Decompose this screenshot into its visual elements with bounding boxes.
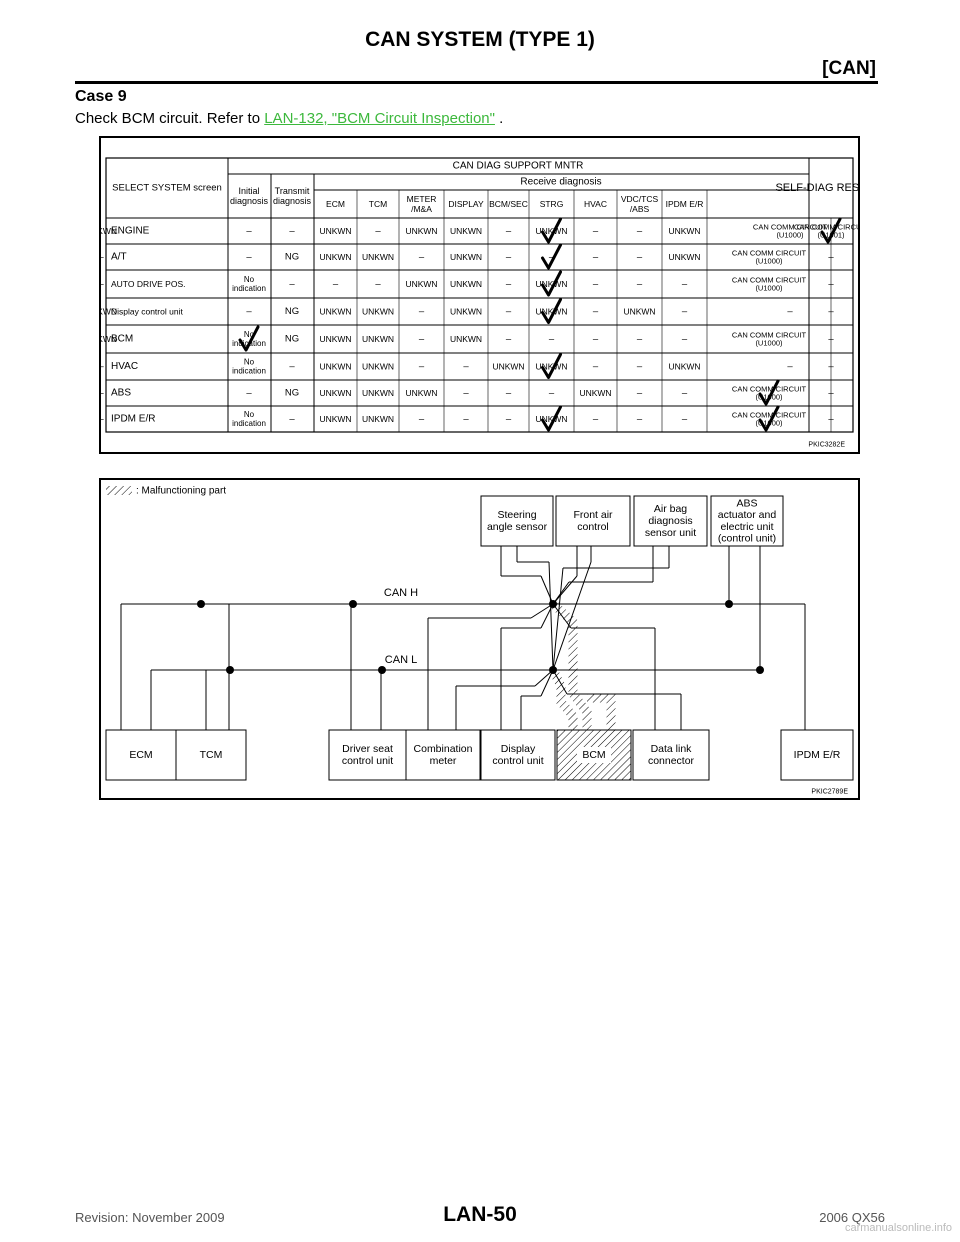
- select-system-header: SELECT SYSTEM screen: [112, 182, 222, 194]
- self-diag-cell: –: [787, 306, 793, 317]
- self-diag-cell: (U1000): [755, 256, 783, 266]
- can-diag-table: [101, 138, 858, 452]
- diag-cell: –: [418, 413, 425, 425]
- diag-cell: UNKWN: [319, 226, 352, 236]
- self-diag-cell: –: [828, 251, 834, 263]
- diag-cell: –: [418, 251, 425, 263]
- bottom-unit-label: Combination: [413, 743, 473, 756]
- unit-wire: [549, 562, 553, 670]
- diag-cell: –: [592, 251, 599, 263]
- row-label: AUTO DRIVE POS.: [111, 279, 186, 289]
- self-diag-cell: (U1000): [755, 392, 783, 402]
- can-diag-support-mntr-header: CAN DIAG SUPPORT MNTR: [452, 160, 584, 172]
- diag-cell: –: [246, 387, 252, 399]
- diag-cell: –: [418, 306, 425, 317]
- transmit-diagnosis-header: Transmit: [274, 185, 310, 196]
- diag-cell: –: [289, 278, 295, 290]
- top-unit-label: sensor unit: [644, 526, 697, 539]
- junction-dot: [378, 666, 386, 674]
- self-diag-cell: –: [828, 387, 834, 399]
- row-label: Display control unit: [111, 306, 183, 317]
- initial-diagnosis-header: diagnosis: [229, 196, 269, 207]
- diag-cell: No: [243, 330, 255, 340]
- diag-cell: UNKWN: [405, 388, 438, 398]
- self-diag-cell: –: [828, 413, 834, 425]
- diag-cell: –: [463, 387, 469, 399]
- instruction-text: [75, 110, 503, 127]
- page-title: CAN SYSTEM (TYPE 1): [365, 28, 595, 51]
- diag-cell: UNKWN: [492, 361, 525, 372]
- diag-cell: WN: [102, 226, 118, 236]
- diag-cell: –: [592, 361, 599, 372]
- self-diag-cell: (U1000): [755, 283, 783, 293]
- diag-cell: –: [681, 387, 688, 399]
- diag-cell: –: [681, 278, 688, 290]
- self-diag-results-header: SELF-DIAG RES: [775, 182, 858, 194]
- self-diag-cell: –: [828, 278, 834, 290]
- diag-cell: –: [636, 333, 643, 345]
- diag-cell: –: [246, 251, 252, 263]
- diag-cell: –: [505, 413, 512, 425]
- diag-cell: –: [548, 387, 555, 399]
- diag-cell: –: [636, 225, 643, 237]
- diag-cell: UNKWN: [405, 279, 438, 289]
- top-unit-label: Front air: [573, 509, 613, 522]
- diag-cell: No: [243, 275, 255, 285]
- header-rule: [75, 81, 878, 84]
- diag-cell: UNKWN: [319, 414, 352, 424]
- diag-cell: –: [592, 225, 599, 237]
- junction-dot: [549, 600, 557, 608]
- bottom-unit-label: Driver seat: [342, 743, 393, 756]
- diag-cell: UNKWN: [668, 226, 701, 236]
- diag-cell: [101, 361, 104, 372]
- diag-cell: –: [592, 306, 599, 317]
- diag-cell: –: [592, 278, 599, 290]
- self-diag-cell: (U1000): [776, 230, 804, 240]
- bottom-unit-label: connector: [647, 754, 695, 767]
- diag-cell: UNKWN: [535, 279, 568, 289]
- diag-cell: –: [246, 225, 252, 237]
- top-unit-label: electric unit: [720, 520, 774, 533]
- receive-col-header: TCM: [368, 199, 388, 209]
- diag-cell: UNKWN: [668, 252, 701, 262]
- can-diag-table-figure: [99, 136, 860, 454]
- diag-cell: indication: [232, 418, 266, 428]
- self-diag-cell: CAN COMM CIRCUIT: [731, 248, 807, 258]
- diag-cell: –: [681, 413, 688, 425]
- diag-cell: UNKWN: [361, 252, 395, 262]
- diag-cell: –: [375, 278, 381, 290]
- diag-cell: UNKWN: [535, 306, 568, 317]
- legend-swatch: [106, 486, 132, 495]
- section-tag: [CAN]: [822, 58, 876, 79]
- diag-cell: –: [289, 413, 295, 425]
- diag-cell: –: [505, 333, 512, 345]
- diag-cell: UNKWN: [449, 334, 483, 344]
- diag-cell: –: [636, 413, 643, 425]
- diag-cell: UNKWN: [668, 361, 701, 372]
- top-unit-label: actuator and: [717, 509, 777, 522]
- diag-cell: –: [418, 333, 425, 345]
- row-label: HVAC: [111, 361, 139, 372]
- diag-cell: –: [548, 333, 555, 345]
- junction-dot: [549, 666, 557, 674]
- self-diag-cell: CAN COMM CIRCUIT: [752, 222, 828, 232]
- bottom-unit-label: meter: [429, 754, 457, 767]
- can-network-diagram-figure: [99, 478, 860, 800]
- diag-cell: –: [636, 361, 643, 372]
- receive-col-header: METER: [406, 194, 437, 205]
- receive-col-header: HVAC: [584, 199, 607, 209]
- diag-cell: NG: [284, 333, 300, 345]
- can-network-diagram: [101, 480, 858, 798]
- receive-col-header: STRG: [539, 199, 564, 209]
- bcm-inspection-link[interactable]: LAN-132, "BCM Circuit Inspection": [264, 110, 495, 127]
- self-diag-cell: CAN COMM CIRCUIT: [731, 275, 807, 285]
- diag-cell: –: [681, 306, 688, 317]
- initial-diagnosis-header: Initial: [238, 185, 260, 196]
- figure-code: PKIC3282E: [808, 441, 845, 449]
- receive-col-header: DISPLAY: [448, 199, 484, 209]
- self-diag-cell: –: [787, 361, 793, 372]
- row-label: ABS: [111, 387, 132, 399]
- row-label: ENGINE: [111, 225, 150, 237]
- diag-cell: –: [289, 361, 295, 372]
- diag-cell: UNKWN: [361, 388, 395, 398]
- row-label: IPDM E/R: [111, 413, 156, 425]
- diag-cell: UNKWN: [449, 306, 483, 317]
- page-number: LAN-50: [443, 1203, 517, 1226]
- diag-cell: [101, 414, 104, 425]
- diag-cell: –: [548, 251, 555, 263]
- diag-cell: UNKWN: [449, 279, 483, 289]
- diag-cell: –: [505, 387, 512, 399]
- junction-dot: [756, 666, 764, 674]
- diag-cell: –: [636, 278, 643, 290]
- bottom-unit-label: TCM: [199, 749, 223, 761]
- diag-cell: [101, 252, 104, 263]
- junction-dot: [349, 600, 357, 608]
- diag-cell: UNKWN: [319, 252, 352, 262]
- can-h-label: CAN H: [383, 587, 419, 599]
- top-unit-label: diagnosis: [648, 515, 693, 527]
- receive-col-header: IPDM E/R: [665, 199, 704, 209]
- diag-cell: –: [505, 306, 512, 317]
- diag-cell: UNKWN: [535, 226, 568, 236]
- diag-cell: –: [246, 306, 252, 317]
- diag-cell: UNKWN: [535, 361, 568, 372]
- diag-cell: –: [636, 387, 643, 399]
- diag-cell: –: [505, 278, 512, 290]
- diag-cell: –: [418, 361, 425, 372]
- diag-cell: UNKWN: [361, 361, 395, 372]
- receive-col-header: VDC/TCS: [620, 194, 659, 205]
- top-unit-label: control: [577, 520, 609, 533]
- self-diag-cell: –: [828, 306, 834, 317]
- diag-cell: NG: [284, 251, 300, 263]
- diag-cell: –: [592, 413, 599, 425]
- self-diag-cell: CAN COMM CIRCUIT: [731, 330, 807, 340]
- figure-code: PKIC2789E: [811, 788, 848, 796]
- receive-col-header: BCM/SEC: [489, 199, 528, 209]
- top-unit-label: angle sensor: [486, 520, 548, 533]
- diag-cell: UNKWN: [623, 306, 656, 317]
- junction-dot: [725, 600, 733, 608]
- diag-cell: –: [332, 278, 339, 290]
- diag-cell: UNKWN: [535, 414, 568, 424]
- receive-col-header: /M&A: [411, 203, 432, 214]
- bottom-unit-label: Data link: [650, 743, 692, 756]
- diag-cell: NG: [284, 387, 300, 399]
- diag-cell: UNKWN: [319, 306, 352, 317]
- instruction-suffix: .: [494, 110, 504, 127]
- diag-cell: UNKWN: [319, 388, 352, 398]
- diag-cell: No: [243, 357, 255, 367]
- self-diag-cell: CAN COMM CIRCUIT: [731, 384, 807, 394]
- case-title: Case 9: [75, 88, 127, 105]
- self-diag-cell: –: [828, 333, 834, 345]
- diag-cell: [101, 279, 104, 290]
- diag-cell: –: [375, 225, 381, 237]
- diag-cell: UNKWN: [449, 226, 483, 236]
- diag-cell: [101, 388, 104, 399]
- row-label: BCM: [111, 333, 134, 345]
- diag-cell: –: [289, 225, 295, 237]
- bottom-unit-label: BCM: [582, 749, 606, 761]
- receive-col-header: /ABS: [629, 203, 650, 214]
- instruction-prefix: Check BCM circuit. Refer to: [75, 110, 265, 127]
- self-diag-cell: (U1000): [755, 338, 783, 348]
- bottom-unit-label: Display: [500, 743, 536, 756]
- diag-cell: indication: [232, 366, 266, 376]
- top-unit-label: (control unit): [717, 532, 777, 545]
- diag-cell: indication: [232, 338, 266, 348]
- diag-cell: –: [463, 413, 469, 425]
- diag-cell: UNKWN: [319, 334, 352, 344]
- self-diag-cell: (U1001): [817, 230, 845, 240]
- unit-wire: [541, 576, 553, 604]
- diag-cell: WN: [102, 334, 118, 344]
- self-diag-cell: CAN COMM CIRCUIT: [731, 410, 807, 420]
- diag-cell: –: [592, 333, 599, 345]
- self-diag-cell: –: [828, 361, 834, 372]
- diag-cell: WN: [102, 306, 118, 317]
- receive-diagnosis-header: Receive diagnosis: [520, 176, 602, 188]
- diag-cell: –: [505, 251, 512, 263]
- self-diag-cell: (U1000): [755, 418, 783, 428]
- bottom-unit-label: control unit: [492, 754, 544, 767]
- top-unit-label: Air bag: [653, 503, 688, 516]
- diag-cell: –: [636, 251, 643, 263]
- diag-cell: UNKWN: [319, 361, 352, 372]
- self-diag-cell: CAN COMM CIRC: [793, 222, 857, 232]
- model-text: 2006 QX56: [819, 1210, 885, 1225]
- diag-cell: indication: [232, 283, 266, 293]
- legend-text: : Malfunctioning part: [136, 485, 227, 497]
- bottom-unit-label: IPDM E/R: [793, 749, 841, 761]
- diag-cell: –: [505, 225, 512, 237]
- diag-cell: UNKWN: [361, 414, 395, 424]
- watermark: carmanualsonline.info: [844, 1222, 952, 1234]
- junction-dot: [226, 666, 234, 674]
- top-unit-label: ABS: [736, 497, 758, 510]
- revision-text: Revision: November 2009: [75, 1210, 225, 1225]
- receive-col-header: ECM: [326, 199, 345, 209]
- can-l-label: CAN L: [384, 654, 418, 666]
- top-unit-label: Steering: [497, 509, 537, 522]
- diag-cell: No: [243, 410, 255, 420]
- diag-cell: UNKWN: [405, 226, 438, 236]
- diag-cell: UNKWN: [449, 252, 483, 262]
- diag-cell: UNKWN: [361, 306, 395, 317]
- diag-cell: –: [463, 361, 469, 372]
- diag-cell: –: [681, 333, 688, 345]
- bottom-unit-label: ECM: [129, 749, 153, 761]
- diag-cell: NG: [284, 306, 300, 317]
- bottom-unit-label: control unit: [341, 754, 394, 767]
- junction-dot: [197, 600, 205, 608]
- diag-cell: UNKWN: [361, 334, 395, 344]
- row-label: A/T: [111, 251, 127, 263]
- transmit-diagnosis-header: diagnosis: [272, 196, 312, 207]
- diag-cell: UNKWN: [579, 388, 612, 398]
